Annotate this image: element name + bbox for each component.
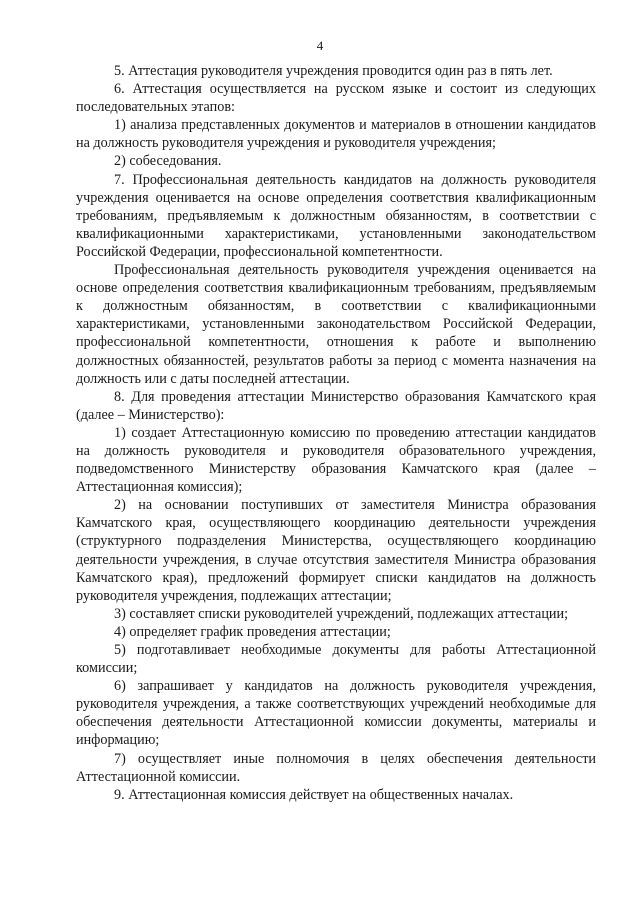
subitem-8-1: 1) создает Аттестационную комиссию по проведению аттестации кандидатов на должность руководителя и руководителя образовательного учреждения, подведомственного Министерству образования Камчатского края (далее – Аттестационная комиссия); — [76, 424, 596, 496]
paragraph-item-7: 7. Профессиональная деятельность кандидатов на должность руководителя учреждения оценивается на основе определения соответствия квалификационным требованиям, предъявляемым к должностным обязанностям, в соответствии с квалификационными характеристиками, установленными законодательством Российской Федерации, профессиональной компетентности. — [76, 171, 596, 260]
subitem-8-5: 5) подготавливает необходимые документы для работы Аттестационной комиссии; — [76, 642, 596, 677]
subitem-8-2: 2) на основании поступивших от заместителя Министра образования Камчатского края, осуществляющего координацию деятельности учреждения (структурного подразделения Министерства, осуществляющего координацию деятельности учреждения, в случае отсутствия заместителя Министра образования Камчатского края), предложений формирует списки кандидатов на должность руководителя учреждения, подлежащих аттестации; — [76, 497, 596, 604]
document-body — [76, 62, 596, 804]
subitem-8-6: 6) запрашивает у кандидатов на должность руководителя учреждения, руководителя учреждения, а также соответствующих учреждений необходимые для обеспечения деятельности Аттестационной комиссии документы, материалы и информацию; — [76, 678, 596, 749]
subitem-6-2: 2) собеседования. — [114, 153, 222, 170]
paragraph-item-8: 8. Для проведения аттестации Министерство образования Камчатского края (далее – Министерство): — [76, 388, 596, 423]
page-number: 4 — [316, 38, 324, 53]
paragraph-item-7-continued: Профессиональная деятельность руководителя учреждения оценивается на основе определения соответствия квалификационным требованиям, предъявляемым к должностным обязанностям, в соответствии с квалификационными характеристиками, установленными законодательством Российской Федерации, профессиональной компетентности, отношения к работе и выполнению должностных обязанностей, результатов работы за период с момента назначения на должность или с даты последней аттестации. — [76, 262, 596, 387]
subitem-8-4: 4) определяет график проведения аттестации; — [114, 623, 391, 640]
paragraph-item-6: 6. Аттестация осуществляется на русском языке и состоит из следующих последовательных этапов: — [76, 81, 596, 116]
subitem-6-1: 1) анализа представленных документов и материалов в отношении кандидатов на должность руководителя учреждения и руководителя учреждения; — [76, 117, 596, 152]
paragraph-item-9: 9. Аттестационная комиссия действует на общественных началах. — [114, 786, 514, 803]
subitem-8-7: 7) осуществляет иные полномочия в целях обеспечения деятельности Аттестационной комиссии. — [76, 750, 596, 785]
paragraph-item-5: 5. Аттестация руководителя учреждения проводится один раз в пять лет. — [114, 63, 553, 79]
subitem-8-3: 3) составляет списки руководителей учреждений, подлежащих аттестации; — [114, 605, 569, 622]
